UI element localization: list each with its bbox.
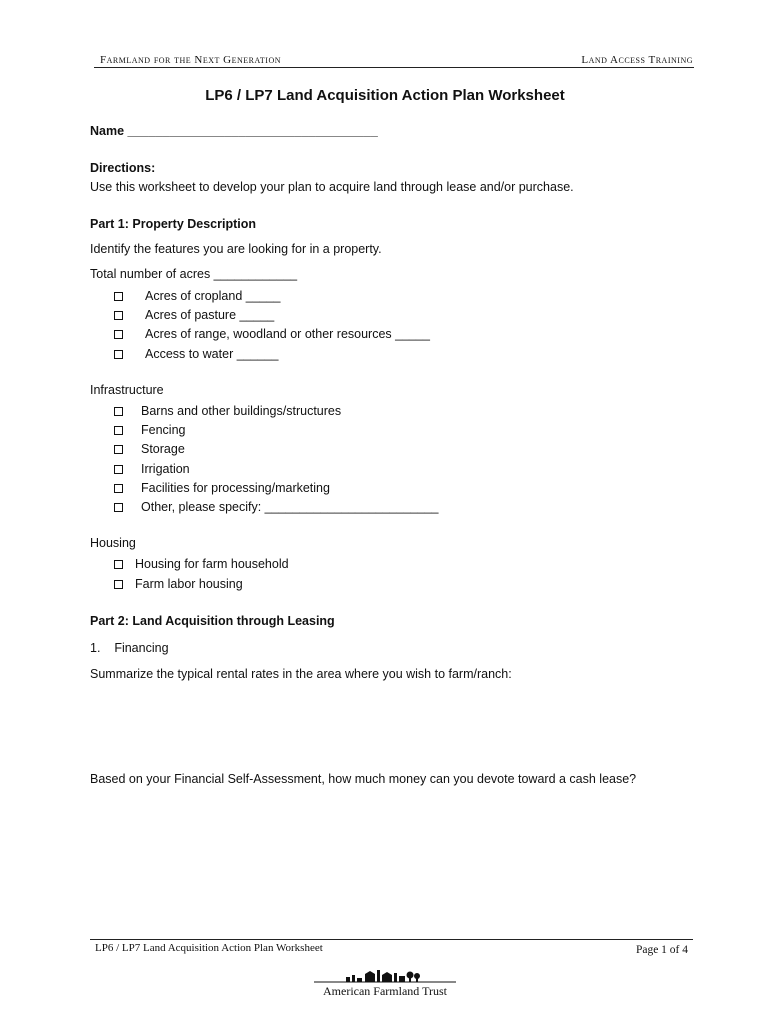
checkbox-label: Farm labor housing [135, 577, 243, 591]
checkbox-row-fencing[interactable] [114, 423, 185, 437]
checkbox[interactable] [114, 580, 123, 589]
directions-heading: Directions: [90, 161, 156, 175]
checkbox[interactable] [114, 350, 123, 359]
checkbox-label: Acres of range, woodland or other resources _____ [145, 327, 430, 341]
header-rule [94, 67, 694, 68]
checkbox[interactable] [114, 311, 123, 320]
checkbox-row-household[interactable] [114, 557, 289, 571]
checkbox-label: Facilities for processing/marketing [141, 481, 330, 495]
checkbox-row-storage[interactable] [114, 442, 185, 456]
part1-heading: Part 1: Property Description [90, 217, 257, 231]
checkbox-label: Irrigation [141, 462, 190, 476]
checkbox[interactable] [114, 292, 123, 301]
checkbox-row-irrigation[interactable] [114, 462, 190, 476]
checkbox[interactable] [114, 330, 123, 339]
cash-lease-question: Based on your Financial Self-Assessment, how much money can you devote toward a cash lease? [90, 772, 637, 786]
name-field[interactable]: Name ____________________________________ [90, 124, 378, 138]
checkbox[interactable] [114, 445, 123, 454]
checkbox[interactable] [114, 465, 123, 474]
checkbox-label: Access to water ______ [145, 347, 279, 361]
checkbox-label: Other, please specify: _________________________ [141, 500, 439, 514]
checkbox-label: Barns and other buildings/structures [141, 404, 342, 418]
checkbox-row-pasture[interactable] [114, 308, 274, 322]
rental-rates-question: Summarize the typical rental rates in the area where you wish to farm/ranch: [90, 667, 512, 681]
logo-text: American Farmland Trust [323, 984, 447, 998]
total-acres-field[interactable]: Total number of acres ____________ [90, 267, 298, 281]
checkbox[interactable] [114, 484, 123, 493]
checkbox-row-barns[interactable] [114, 404, 341, 418]
checkbox-label: Storage [141, 442, 185, 456]
directions-text: Use this worksheet to develop your plan to acquire land through lease and/or purchase. [90, 180, 574, 194]
page-title: LP6 / LP7 Land Acquisition Action Plan Worksheet [205, 87, 565, 104]
page-number: Page 1 of 4 [635, 944, 688, 956]
checkbox-label: Acres of cropland _____ [145, 289, 281, 303]
american-farmland-trust-logo [310, 962, 460, 1002]
part2-heading: Part 2: Land Acquisition through Leasing [90, 614, 335, 628]
checkbox[interactable] [114, 426, 123, 435]
footer-title: LP6 / LP7 Land Acquisition Action Plan Worksheet [95, 942, 323, 954]
checkbox-row-range[interactable] [114, 327, 430, 341]
housing-heading: Housing [90, 536, 136, 550]
infrastructure-heading: Infrastructure [90, 383, 164, 397]
farm-skyline-icon [310, 962, 460, 986]
checkbox[interactable] [114, 560, 123, 569]
header-right: Land Access Training [581, 54, 693, 66]
checkbox-row-labor[interactable] [114, 577, 243, 591]
part1-intro: Identify the features you are looking for in a property. [90, 242, 382, 256]
checkbox-row-water[interactable] [114, 347, 278, 361]
financing-item: 1. Financing [90, 641, 169, 655]
checkbox[interactable] [114, 503, 123, 512]
checkbox-row-facilities[interactable] [114, 481, 330, 495]
checkbox-label: Fencing [141, 423, 186, 437]
checkbox-label: Housing for farm household [135, 557, 289, 571]
footer-rule [90, 939, 693, 940]
header-left: Farmland for the Next Generation [100, 54, 281, 66]
checkbox[interactable] [114, 407, 123, 416]
checkbox-row-cropland[interactable] [114, 289, 281, 303]
checkbox-row-other[interactable] [114, 500, 438, 514]
checkbox-label: Acres of pasture _____ [145, 308, 275, 322]
